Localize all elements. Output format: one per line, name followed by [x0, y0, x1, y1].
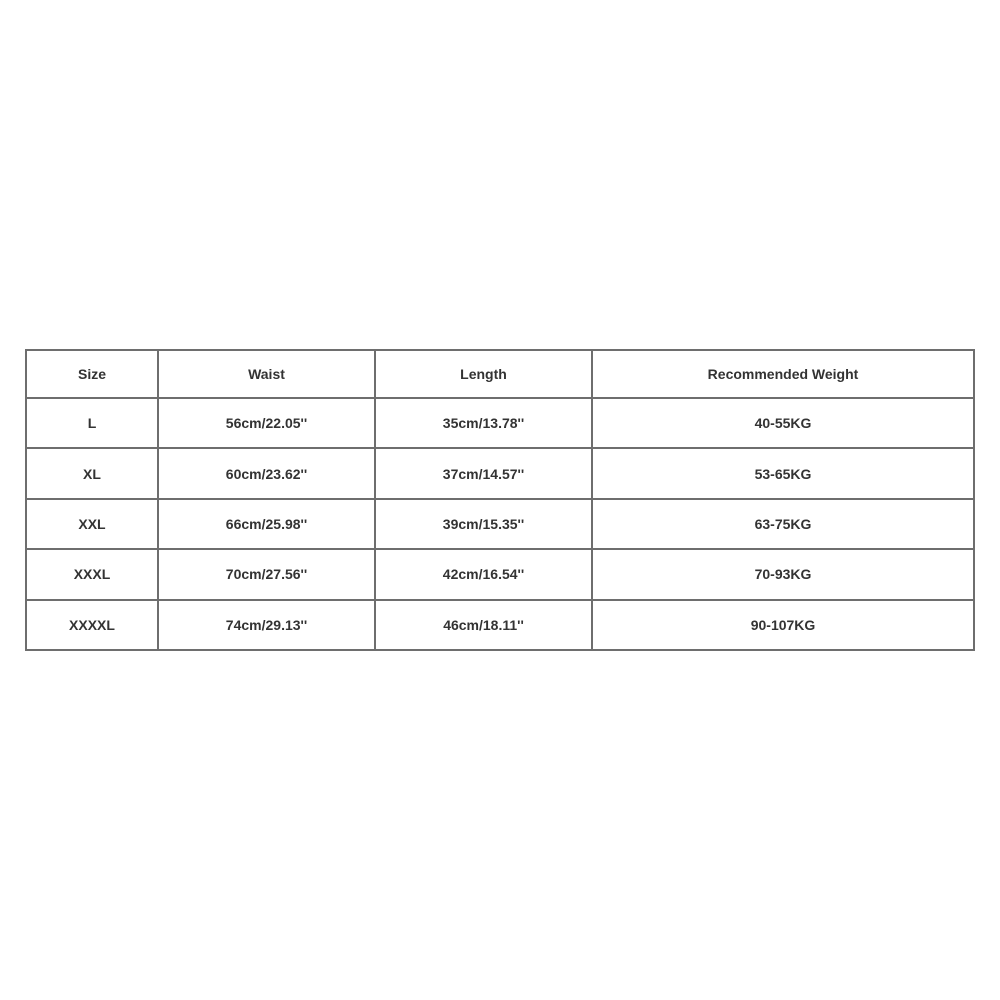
cell-waist: 70cm/27.56'' [158, 549, 375, 599]
cell-waist: 66cm/25.98'' [158, 499, 375, 549]
table-row [26, 549, 974, 599]
cell-waist: 74cm/29.13'' [158, 600, 375, 650]
cell-recommended-weight: 40-55KG [592, 398, 974, 448]
cell-recommended-weight: 63-75KG [592, 499, 974, 549]
table-row [26, 499, 974, 549]
cell-waist: 56cm/22.05'' [158, 398, 375, 448]
table-row [26, 398, 974, 448]
cell-size: XXL [26, 499, 158, 549]
cell-size: XL [26, 448, 158, 498]
cell-waist: 60cm/23.62'' [158, 448, 375, 498]
cell-length: 39cm/15.35'' [375, 499, 592, 549]
cell-length: 46cm/18.11'' [375, 600, 592, 650]
cell-size: L [26, 398, 158, 448]
header-waist: Waist [158, 350, 375, 398]
header-length: Length [375, 350, 592, 398]
size-chart-table [25, 349, 975, 651]
cell-recommended-weight: 90-107KG [592, 600, 974, 650]
cell-length: 42cm/16.54'' [375, 549, 592, 599]
cell-recommended-weight: 70-93KG [592, 549, 974, 599]
cell-recommended-weight: 53-65KG [592, 448, 974, 498]
table-row [26, 600, 974, 650]
cell-size: XXXXL [26, 600, 158, 650]
table-header-row [26, 350, 974, 398]
cell-length: 37cm/14.57'' [375, 448, 592, 498]
header-recommended-weight: Recommended Weight [592, 350, 974, 398]
cell-length: 35cm/13.78'' [375, 398, 592, 448]
header-size: Size [26, 350, 158, 398]
cell-size: XXXL [26, 549, 158, 599]
table-row [26, 448, 974, 498]
